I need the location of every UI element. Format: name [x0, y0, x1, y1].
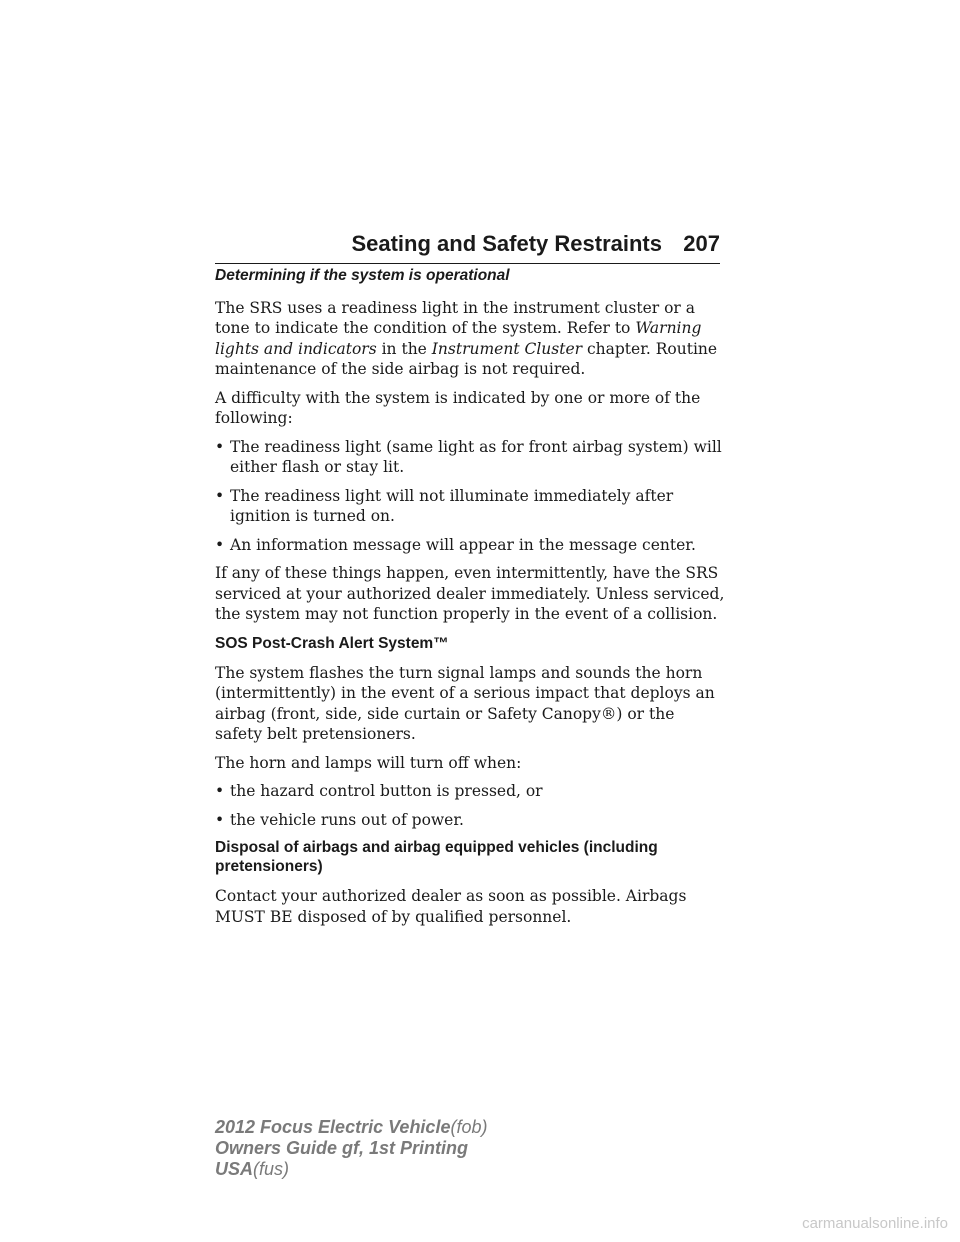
bullet-icon: • — [215, 535, 225, 554]
paragraph-horn: The horn and lamps will turn off when: — [215, 753, 522, 772]
paragraph-readiness-text-a: The SRS uses a readiness light in the instrument cluster or a tone to indicate the condition of the system. Refer to — [215, 298, 696, 337]
section-title: Seating and Safety Restraints — [351, 231, 662, 256]
list-item-text: The readiness light (same light as for front airbag system) will either flash or stay lit. — [230, 437, 722, 476]
list-item-text: the vehicle runs out of power. — [230, 810, 464, 829]
paragraph-sos: The system flashes the turn signal lamps and sounds the horn (intermittently) in the event of a serious impact that deploys an airbag (front, side, side curtain or Safety Canopy®) or the safety belt pretensioners. — [215, 663, 715, 743]
list-item-text: the hazard control button is pressed, or — [230, 782, 543, 800]
paragraph-readiness — [215, 298, 725, 380]
paragraph-difficulty: A difficulty with the system is indicated by one or more of the following: — [215, 388, 701, 427]
list-item — [215, 437, 725, 478]
page-header — [215, 229, 720, 264]
paragraph-service: If any of these things happen, even intermittently, have the SRS serviced at your authorized dealer immediately. Unless serviced, the system may not function properly in the event of a collision. — [215, 564, 725, 623]
footer-line-1 — [215, 1117, 487, 1138]
list-item-text: The readiness light will not illuminate immediately after ignition is turned on. — [230, 486, 674, 525]
bullet-icon: • — [215, 437, 225, 456]
footer-line-3 — [215, 1159, 487, 1180]
horn-list — [215, 781, 725, 830]
bullet-icon: • — [215, 782, 225, 800]
paragraph-readiness-text-c: chapter. Routine maintenance of the side airbag is not required. — [215, 339, 718, 378]
ref-warning-lights: Warning lights and indicators — [215, 319, 702, 358]
paragraph-disposal: Contact your authorized dealer as soon as possible. Airbags MUST BE disposed of by qualified personnel. — [215, 887, 687, 926]
list-item-text: An information message will appear in the message center. — [230, 535, 696, 554]
footer-market: USA — [215, 1159, 254, 1179]
difficulty-list — [215, 437, 725, 556]
paragraph-readiness-text-b: in the — [376, 339, 432, 358]
list-item — [215, 486, 725, 527]
page-body — [215, 266, 725, 935]
heading-disposal: Disposal of airbags and airbag equipped vehicles (including pretensioners) — [215, 839, 658, 875]
footer-market-code: (fus) — [253, 1159, 290, 1179]
bullet-icon: • — [215, 810, 225, 829]
list-item — [215, 535, 725, 556]
heading-operational: Determining if the system is operational — [215, 267, 510, 284]
list-item — [215, 810, 725, 831]
footer-model: 2012 Focus Electric Vehicle — [215, 1117, 451, 1137]
list-item — [215, 781, 725, 802]
ref-instrument-cluster: Instrument Cluster — [431, 339, 583, 358]
heading-sos: SOS Post-Crash Alert System™ — [215, 634, 449, 652]
page-number: 207 — [683, 231, 720, 256]
page-footer — [215, 1117, 487, 1180]
footer-line-2: Owners Guide gf, 1st Printing — [215, 1138, 469, 1158]
bullet-icon: • — [215, 486, 225, 505]
footer-model-code: (fob) — [450, 1117, 488, 1137]
watermark: carmanualsonline.info — [802, 1215, 948, 1232]
